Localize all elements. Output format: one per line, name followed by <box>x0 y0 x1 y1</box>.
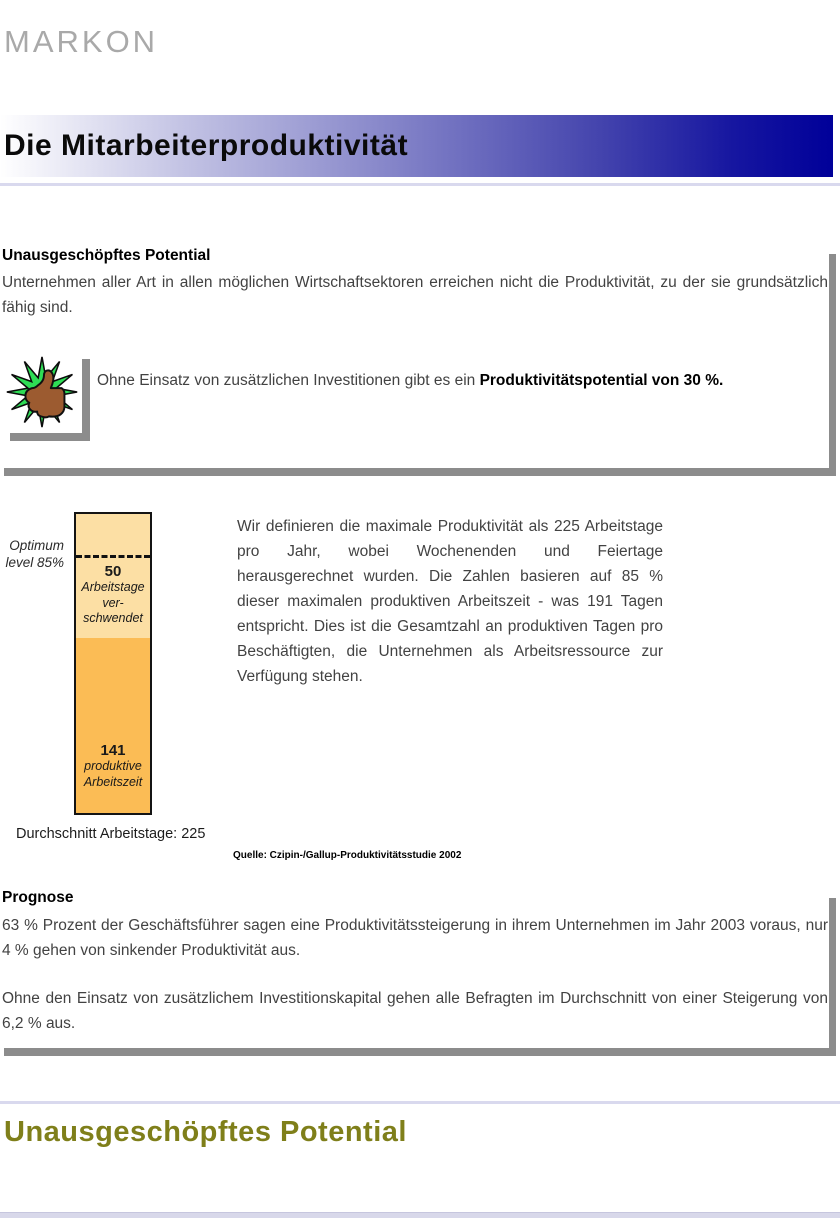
section-potential-heading: Unausgeschöpftes Potential <box>2 247 211 264</box>
section-potential-shadow-right <box>829 254 836 476</box>
page-bottom-rule <box>0 1212 840 1218</box>
section-potential-shadow-bottom <box>4 468 836 476</box>
section-prognose-shadow-bottom <box>4 1048 836 1056</box>
wasted-word-1: Arbeitstage <box>81 580 145 594</box>
page-title: Die Mitarbeiterproduktivität <box>4 129 409 162</box>
optimum-line2: level 85% <box>5 555 64 570</box>
divider-under-title <box>0 183 840 186</box>
productive-word-1: produktive <box>84 759 142 773</box>
callout-text-normal: Ohne Einsatz von zusätzlichen Investitionen gibt es ein <box>97 372 480 389</box>
chart-caption: Durchschnitt Arbeitstage: 225 <box>16 826 206 842</box>
icon-shadow-right <box>82 359 90 441</box>
wasted-word-3: schwendet <box>83 611 143 625</box>
stacked-bar-chart <box>74 512 152 815</box>
company-logo: MARKON <box>4 24 159 59</box>
wasted-value: 50 <box>104 563 122 580</box>
thumbs-up-starburst-icon <box>2 351 82 433</box>
section-prognose-para2: Ohne den Einsatz von zusätzlichem Investitionskapital gehen alle Befragten im Durchschnitt von einer Steigerung von 6,2 % aus. <box>2 990 828 1032</box>
section-prognose-shadow-right <box>829 898 836 1056</box>
chart-optimum-annotation <box>0 537 64 571</box>
divider-above-footer-heading <box>0 1101 840 1104</box>
bar-segment-productive-label <box>76 742 150 790</box>
optimum-line1: Optimum <box>9 538 64 553</box>
page-title-bar <box>0 115 833 177</box>
section-potential-body: Unternehmen aller Art in allen möglichen Wirtschaftsektoren erreichen nicht die Produktivität, zu der sie grundsätzlich fähig sind. <box>2 274 828 316</box>
callout-text-bold: Produktivitätspotential von 30 %. <box>479 372 724 389</box>
wasted-word-2: ver- <box>102 595 124 610</box>
productive-value: 141 <box>100 742 126 759</box>
footer-heading: Unausgeschöpftes Potential <box>4 1116 407 1148</box>
section-prognose-heading: Prognose <box>2 889 74 906</box>
section-prognose-para1: 63 % Prozent der Geschäftsführer sagen eine Produktivitätssteigerung in ihrem Unternehmen im Jahr 2003 voraus, nur 4 % gehen von sinkender Produktivität aus. <box>2 917 828 959</box>
callout-text <box>97 372 757 390</box>
icon-shadow-bottom <box>10 433 90 441</box>
chart-description: Wir definieren die maximale Produktivität als 225 Arbeitstage pro Jahr, wobei Wochenenden und Feiertage herausgerechnet wurden. Die Zahlen basieren auf 85 % dieser maximalen produktiven Arbeitszeit - was 191 Tagen entspricht. Dies ist die Gesamtzahl an produktiven Tagen pro Beschäftigten, die Unternehmen als Arbeitsressource zur Verfügung stehen. <box>237 518 663 685</box>
optimum-dashed-line <box>76 555 150 558</box>
bar-segment-wasted-label <box>76 563 150 627</box>
chart-source: Quelle: Czipin-/Gallup-Produktivitätsstudie 2002 <box>233 850 462 861</box>
productive-word-2: Arbeitszeit <box>83 774 143 789</box>
